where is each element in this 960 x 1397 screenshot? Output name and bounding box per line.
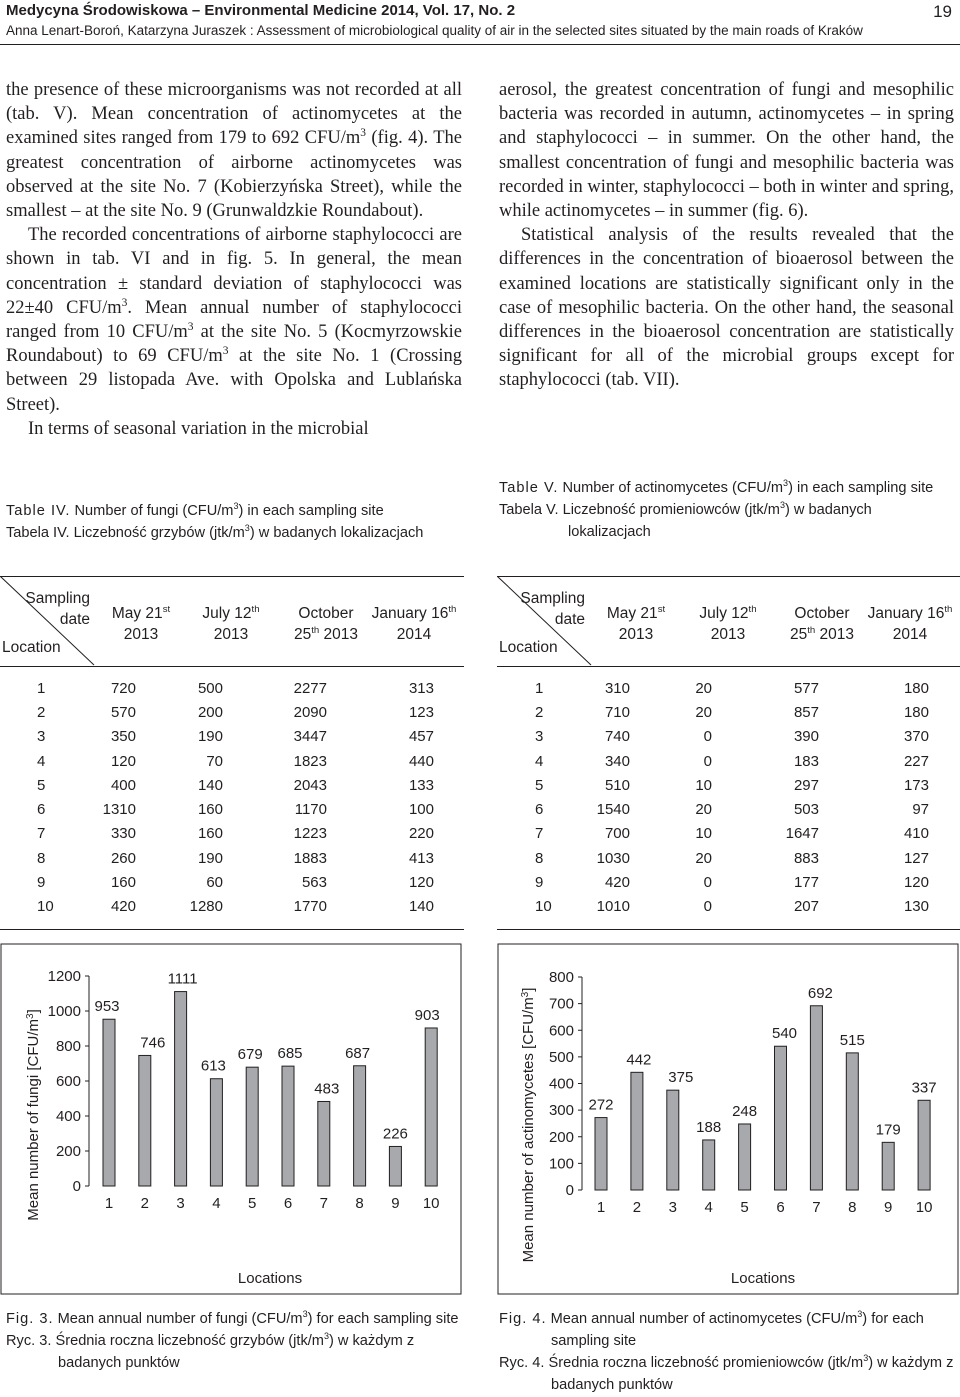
table5-cell: 503 bbox=[793, 801, 819, 819]
c2-y-tick-label: 500 bbox=[548, 1048, 574, 1066]
table4-cell: 8 bbox=[37, 849, 46, 867]
c2-bar bbox=[846, 1053, 858, 1190]
table5-cell: 410 bbox=[903, 825, 929, 843]
table4-row bbox=[0, 676, 462, 700]
c2-x-tick-label: 3 bbox=[668, 1199, 677, 1216]
table4-header-location: Location bbox=[2, 639, 61, 656]
table5-cell: 7 bbox=[535, 825, 544, 843]
c1-data-label: 685 bbox=[277, 1045, 303, 1063]
header-rule bbox=[0, 44, 960, 45]
table5-cell: 180 bbox=[903, 703, 929, 721]
c2-y-tick-label: 800 bbox=[548, 969, 574, 986]
page-number: 19 bbox=[933, 2, 952, 21]
table4-cell: 570 bbox=[110, 703, 136, 721]
c1-bar bbox=[425, 1028, 437, 1186]
c1-y-tick-label: 200 bbox=[55, 1143, 81, 1160]
table5-cell: 227 bbox=[903, 752, 929, 770]
table5-cell: 20 bbox=[695, 679, 712, 697]
table5-cell: 370 bbox=[903, 728, 929, 746]
table5-cell: 857 bbox=[793, 703, 819, 721]
paragraph-actinomycetes: the presence of these microorganisms was not recorded at all (tab. V). Mean concentration of actinomycetes at the examined sites ranged from 179 to 692 CFU/$m^3$ (fig. 4). The greatest concentration of airborne actinomycetes was observed at the site No. 7 (Kobierzyńska Street), while the smallest – at the site No. 9 (Grunwaldzkie Roundabout). bbox=[6, 80, 462, 222]
table4-header-january: January 16th 2014 bbox=[371, 603, 457, 643]
c1-bar bbox=[354, 1066, 366, 1186]
c2-y-tick-label: 100 bbox=[548, 1155, 574, 1173]
table5-cell: 9 bbox=[535, 874, 544, 892]
table4-cell: 120 bbox=[408, 874, 434, 892]
table4-cell: 1310 bbox=[102, 801, 136, 819]
c1-x-tick-label: 10 bbox=[422, 1195, 440, 1212]
table4-header-sampling-date: Sampling date bbox=[25, 590, 90, 628]
table5-cell: 1 bbox=[535, 679, 544, 697]
c2-data-label: 375 bbox=[668, 1069, 694, 1087]
c1-x-tick-label: 1 bbox=[104, 1195, 114, 1212]
c2-y-tick-label: 600 bbox=[548, 1022, 574, 1040]
table4-row bbox=[0, 870, 462, 894]
table5-cell: 207 bbox=[793, 898, 819, 916]
figure3-caption: Fig. 3. Mean annual number of fungi $(CFU/m^3)$ for each sampling site Ryc. 3. Średnia roczna liczebność grzybów $(jtk/m^3)$ w każdym z badanych punktów bbox=[6, 1309, 459, 1371]
c2-bar bbox=[631, 1072, 643, 1190]
table4-cell: 2090 bbox=[293, 703, 327, 721]
c2-x-tick-label: 4 bbox=[704, 1199, 713, 1216]
c1-data-label: 953 bbox=[94, 998, 120, 1016]
table5-header-may: May 21st 2013 bbox=[606, 603, 666, 643]
c1-data-label: 1111 bbox=[167, 970, 198, 988]
table4-cell: 200 bbox=[197, 703, 223, 721]
table4-cell: 400 bbox=[110, 776, 136, 794]
table5-cell: 180 bbox=[903, 679, 929, 697]
table4-cell: 70 bbox=[206, 752, 223, 770]
table5-cell: 420 bbox=[604, 874, 630, 892]
table4-cell: 100 bbox=[408, 801, 434, 819]
table5-cell: 177 bbox=[793, 874, 819, 892]
table4-cell: 1 bbox=[37, 679, 46, 697]
table4-row bbox=[0, 725, 462, 749]
c1-data-label: 483 bbox=[314, 1080, 340, 1098]
table4-cell: 457 bbox=[408, 728, 434, 746]
table4-cell: 2277 bbox=[293, 679, 327, 697]
c2-bar bbox=[667, 1090, 679, 1190]
table4-bottom-rule bbox=[0, 929, 464, 930]
table5-cell: 390 bbox=[793, 728, 819, 746]
table4-cell: 220 bbox=[408, 825, 434, 843]
table4-cell: 123 bbox=[408, 703, 434, 721]
c2-data-label: 272 bbox=[588, 1096, 614, 1114]
c1-data-label: 687 bbox=[345, 1044, 371, 1062]
table4-cell: 2043 bbox=[293, 776, 327, 794]
c1-bar bbox=[246, 1067, 258, 1186]
c2-data-label: 188 bbox=[696, 1118, 722, 1136]
c1-x-tick-label: 7 bbox=[319, 1195, 328, 1212]
table4-cell: 413 bbox=[408, 849, 434, 867]
c1-y-tick-label: 800 bbox=[55, 1038, 81, 1055]
paragraph-seasonal: In terms of seasonal variation in the microbial bbox=[28, 418, 369, 439]
c1-data-label: 679 bbox=[237, 1046, 263, 1064]
table5-cell: 577 bbox=[793, 679, 819, 697]
table4-cell: 3 bbox=[37, 728, 46, 746]
c2-x-tick-label: 9 bbox=[884, 1199, 893, 1216]
c1-x-tick-label: 2 bbox=[140, 1195, 149, 1212]
c2-x-tick-label: 1 bbox=[596, 1199, 606, 1216]
table5-cell: 1540 bbox=[596, 801, 630, 819]
table5-cell: 6 bbox=[535, 801, 544, 819]
c2-bar bbox=[703, 1140, 715, 1190]
table4-cell: 420 bbox=[110, 898, 136, 916]
c1-data-label: 903 bbox=[414, 1006, 440, 1024]
table4-row bbox=[0, 846, 462, 870]
table4-cell: 3447 bbox=[293, 728, 327, 746]
c2-y-tick-label: 400 bbox=[548, 1075, 574, 1093]
c1-bar bbox=[103, 1019, 115, 1186]
table4-cell: 5 bbox=[37, 776, 46, 794]
figure3-x-axis-label: Locations bbox=[237, 1270, 303, 1287]
table5-cell: 297 bbox=[793, 776, 819, 794]
table4-cell: 7 bbox=[37, 825, 46, 843]
figure3-y-axis-label: Mean number of fungi $[CFU/m^3]$ bbox=[25, 1009, 42, 1221]
figure4-x-axis-label: Locations bbox=[730, 1270, 796, 1287]
c2-bar bbox=[775, 1046, 787, 1190]
table4-cell: 60 bbox=[206, 874, 223, 892]
c2-y-tick-label: 300 bbox=[548, 1102, 574, 1120]
table5-row bbox=[497, 700, 959, 724]
table5-header-sampling-date: Sampling date bbox=[520, 590, 585, 628]
table4-cell: 190 bbox=[197, 728, 223, 746]
c1-y-tick-label: 600 bbox=[55, 1073, 81, 1090]
c2-data-label: 540 bbox=[771, 1025, 798, 1043]
figure4-bar-chart bbox=[497, 943, 959, 1295]
c1-x-tick-label: 5 bbox=[248, 1195, 257, 1212]
journal-header: Medycyna Środowiskowa – Environmental Medicine 2014, Vol. 17, No. 2 bbox=[6, 2, 516, 19]
c2-y-tick-label: 700 bbox=[548, 995, 574, 1013]
table4-header-rule bbox=[0, 666, 464, 667]
table5-header-october: October 25th 2013 bbox=[789, 605, 855, 643]
table5-row bbox=[497, 822, 959, 846]
table5-cell: 183 bbox=[793, 752, 819, 770]
table5-row bbox=[497, 725, 959, 749]
c2-x-tick-label: 5 bbox=[740, 1199, 749, 1216]
table5-cell: 1010 bbox=[596, 898, 630, 916]
table5-row bbox=[497, 846, 959, 870]
table4-row bbox=[0, 773, 462, 797]
table4-cell: 440 bbox=[408, 752, 434, 770]
c1-bar bbox=[175, 992, 187, 1186]
table4-cell: 1883 bbox=[293, 849, 327, 867]
c2-bar bbox=[595, 1118, 607, 1190]
table5-cell: 310 bbox=[604, 679, 630, 697]
table5-cell: 20 bbox=[695, 703, 712, 721]
table4-header-october: October 25th 2013 bbox=[293, 605, 359, 643]
right-text-column bbox=[499, 78, 954, 393]
table4-cell: 1823 bbox=[293, 752, 327, 770]
table5-cell: 130 bbox=[903, 898, 929, 916]
table4-row bbox=[0, 700, 462, 724]
table5-cell: 8 bbox=[535, 849, 544, 867]
c1-data-label: 226 bbox=[382, 1125, 408, 1143]
table4-cell: 2 bbox=[37, 703, 46, 721]
table4-cell: 120 bbox=[110, 752, 136, 770]
table5-cell: 120 bbox=[903, 874, 929, 892]
table4-cell: 500 bbox=[197, 679, 223, 697]
c1-y-tick-label: 400 bbox=[55, 1108, 81, 1125]
table4-row bbox=[0, 895, 462, 919]
table5-cell: 0 bbox=[703, 874, 712, 892]
table5-cell: 20 bbox=[695, 801, 712, 819]
table4-cell: 6 bbox=[37, 801, 46, 819]
c1-x-tick-label: 8 bbox=[355, 1195, 364, 1212]
c2-data-label: 692 bbox=[807, 984, 833, 1002]
left-text-column bbox=[6, 78, 462, 441]
table4-row bbox=[0, 797, 462, 821]
c1-x-tick-label: 6 bbox=[283, 1195, 293, 1212]
table4-cell: 190 bbox=[197, 849, 223, 867]
table5-cell: 1647 bbox=[785, 825, 819, 843]
c1-y-tick-label: 1200 bbox=[47, 968, 81, 985]
table4-header-july: July 12th 2013 bbox=[202, 603, 260, 643]
c1-bar bbox=[210, 1079, 222, 1186]
table4-cell: 4 bbox=[37, 752, 46, 770]
table4-cell: 160 bbox=[197, 825, 223, 843]
table5-header-rule bbox=[497, 666, 960, 667]
table4-cell: 313 bbox=[408, 679, 434, 697]
table5-cell: 2 bbox=[535, 703, 544, 721]
table5-cell: 97 bbox=[912, 801, 929, 819]
c2-bar bbox=[918, 1100, 930, 1190]
c1-x-tick-label: 4 bbox=[212, 1195, 221, 1212]
table5-cell: 0 bbox=[703, 752, 712, 770]
c1-bar bbox=[282, 1066, 294, 1186]
table5-row bbox=[497, 870, 959, 894]
table5-cell: 710 bbox=[604, 703, 630, 721]
c2-data-label: 442 bbox=[626, 1051, 652, 1069]
table5-caption: Table V. Number of actinomycetes $(CFU/m^3)$ in each sampling site Tabela V. Liczebność promieniowców $(jtk/m^3)$ w badanych lokalizacjach bbox=[499, 478, 934, 540]
table5-cell: 3 bbox=[535, 728, 544, 746]
table4-cell: 1280 bbox=[189, 898, 223, 916]
table4-cell: 140 bbox=[408, 898, 434, 916]
c1-x-tick-label: 3 bbox=[176, 1195, 185, 1212]
table5-cell: 0 bbox=[703, 728, 712, 746]
c1-y-tick-label: 0 bbox=[72, 1178, 81, 1195]
table5-cell: 127 bbox=[903, 849, 929, 867]
c2-bar bbox=[810, 1006, 822, 1190]
table5-cell: 4 bbox=[535, 752, 544, 770]
paragraph-seasonal-continued: aerosol, the greatest concentration of fungi and mesophilic bacteria was recorded in autumn, actinomycetes – in spring and staphylococci – in summer. On the other hand, the smallest concentration of fungi and mesophilic bacteria was recorded in winter, staphylococci – both in winter and spring, while actinomycetes – in summer (fig. 6). bbox=[499, 80, 954, 222]
table5-cell: 700 bbox=[604, 825, 630, 843]
table4-cell: 160 bbox=[110, 874, 136, 892]
table4-cell: 1770 bbox=[293, 898, 327, 916]
table5-cell: 0 bbox=[703, 898, 712, 916]
c2-x-tick-label: 2 bbox=[632, 1199, 642, 1216]
table5-cell: 340 bbox=[604, 752, 630, 770]
figure3-bar-chart bbox=[0, 943, 462, 1295]
table5-cell: 510 bbox=[604, 776, 630, 794]
table5-row bbox=[497, 749, 959, 773]
table4-cell: 260 bbox=[110, 849, 136, 867]
c2-y-tick-label: 200 bbox=[548, 1128, 574, 1146]
table4-cell: 1223 bbox=[293, 825, 327, 843]
table4-cell: 160 bbox=[197, 801, 223, 819]
table4-cell: 140 bbox=[197, 776, 223, 794]
c2-data-label: 515 bbox=[839, 1031, 865, 1049]
authors-header: Anna Lenart-Boroń, Katarzyna Juraszek : Assessment of microbiological quality of air in the selected sites situated by the main roads of Kraków bbox=[6, 23, 863, 38]
c2-bar bbox=[739, 1124, 751, 1190]
table4-header-may: May 21st 2013 bbox=[111, 603, 171, 643]
table4-cell: 1170 bbox=[294, 801, 327, 819]
c1-y-tick-label: 1000 bbox=[47, 1003, 81, 1020]
table5-header-january: January 16th 2014 bbox=[867, 603, 953, 643]
table5-row bbox=[497, 797, 959, 821]
table5-row bbox=[497, 676, 959, 700]
table4-row bbox=[0, 749, 462, 773]
paragraph-statistics: Statistical analysis of the results revealed that the differences in the concentration of bioaerosol between the examined locations are statistically significant only in the case of mesophilic bacteria. On the other hand, the seasonal differences in the bioaerosol concentration are statistically significant for all of the microbial groups except for staphylococci (tab. VII). bbox=[499, 225, 954, 391]
paragraph-staphylococci: The recorded concentrations of airborne staphylococci are shown in tab. VI and in fig. 5. In general, the mean concentration ± standard deviation of staphylococci was 22±40 CFU/$m^3$. Mean annual number of staphylococci ranged from 10 CFU/$m^3$ at the site No. 5 (Kocmyrzowskie Roundabout) to 69 CFU/$m^3$ at the site No. 1 (Crossing between 29 listopada Ave. with Opolska and Lublańska Street). bbox=[6, 225, 462, 415]
table5-cell: 20 bbox=[695, 849, 712, 867]
table5-cell: 10 bbox=[695, 825, 712, 843]
table5-cell: 10 bbox=[695, 776, 712, 794]
c2-x-tick-label: 8 bbox=[848, 1199, 857, 1216]
c1-x-tick-label: 9 bbox=[391, 1195, 400, 1212]
c1-data-label: 746 bbox=[140, 1034, 166, 1052]
table5-body bbox=[497, 676, 959, 919]
table4-cell: 330 bbox=[110, 825, 136, 843]
c1-bar bbox=[139, 1055, 151, 1186]
c1-bar bbox=[318, 1101, 330, 1186]
c2-bar bbox=[882, 1142, 894, 1190]
table5-cell: 883 bbox=[793, 849, 819, 867]
table4-cell: 563 bbox=[301, 874, 327, 892]
figure4-caption: Fig. 4. Mean annual number of actinomycetes $(CFU/m^3)$ for each sampling site Ryc. 4. Średnia roczna liczebność promieniowców $(jtk/m^3)$ w każdym z badanych punktów bbox=[499, 1309, 954, 1393]
c2-x-tick-label: 7 bbox=[812, 1199, 821, 1216]
table5-cell: 10 bbox=[535, 898, 552, 916]
table4-cell: 9 bbox=[37, 874, 46, 892]
table5-cell: 173 bbox=[903, 776, 929, 794]
c2-y-tick-label: 0 bbox=[565, 1182, 574, 1199]
table5-cell: 740 bbox=[604, 728, 630, 746]
figure4-y-axis-label: Mean number of actinomycetes $[CFU/m^3]$ bbox=[520, 987, 537, 1263]
table4-cell: 350 bbox=[110, 728, 136, 746]
table5-row bbox=[497, 773, 959, 797]
table4-body bbox=[0, 676, 462, 919]
table5-row bbox=[497, 895, 959, 919]
table5-cell: 5 bbox=[535, 776, 544, 794]
c2-data-label: 248 bbox=[732, 1102, 758, 1120]
table4-cell: 10 bbox=[37, 898, 54, 916]
table5-header-july: July 12th 2013 bbox=[699, 603, 757, 643]
c2-data-label: 179 bbox=[875, 1121, 901, 1139]
table5-header-location: Location bbox=[499, 639, 558, 656]
table4-row bbox=[0, 822, 462, 846]
c2-x-tick-label: 6 bbox=[776, 1199, 785, 1216]
c1-data-label: 613 bbox=[200, 1057, 226, 1075]
table5-cell: 1030 bbox=[596, 849, 630, 867]
table4-cell: 720 bbox=[110, 679, 136, 697]
table4-caption: Table IV. Number of fungi $(CFU/m^3)$ in each sampling site Tabela IV. Liczebność grzybów $(jtk/m^3)$ w badanych lokalizacjach bbox=[6, 501, 424, 541]
c2-x-tick-label: 10 bbox=[915, 1199, 933, 1216]
table4-cell: 133 bbox=[408, 776, 434, 794]
c2-data-label: 337 bbox=[911, 1079, 937, 1097]
table5-bottom-rule bbox=[497, 929, 960, 930]
c1-bar bbox=[389, 1146, 401, 1186]
